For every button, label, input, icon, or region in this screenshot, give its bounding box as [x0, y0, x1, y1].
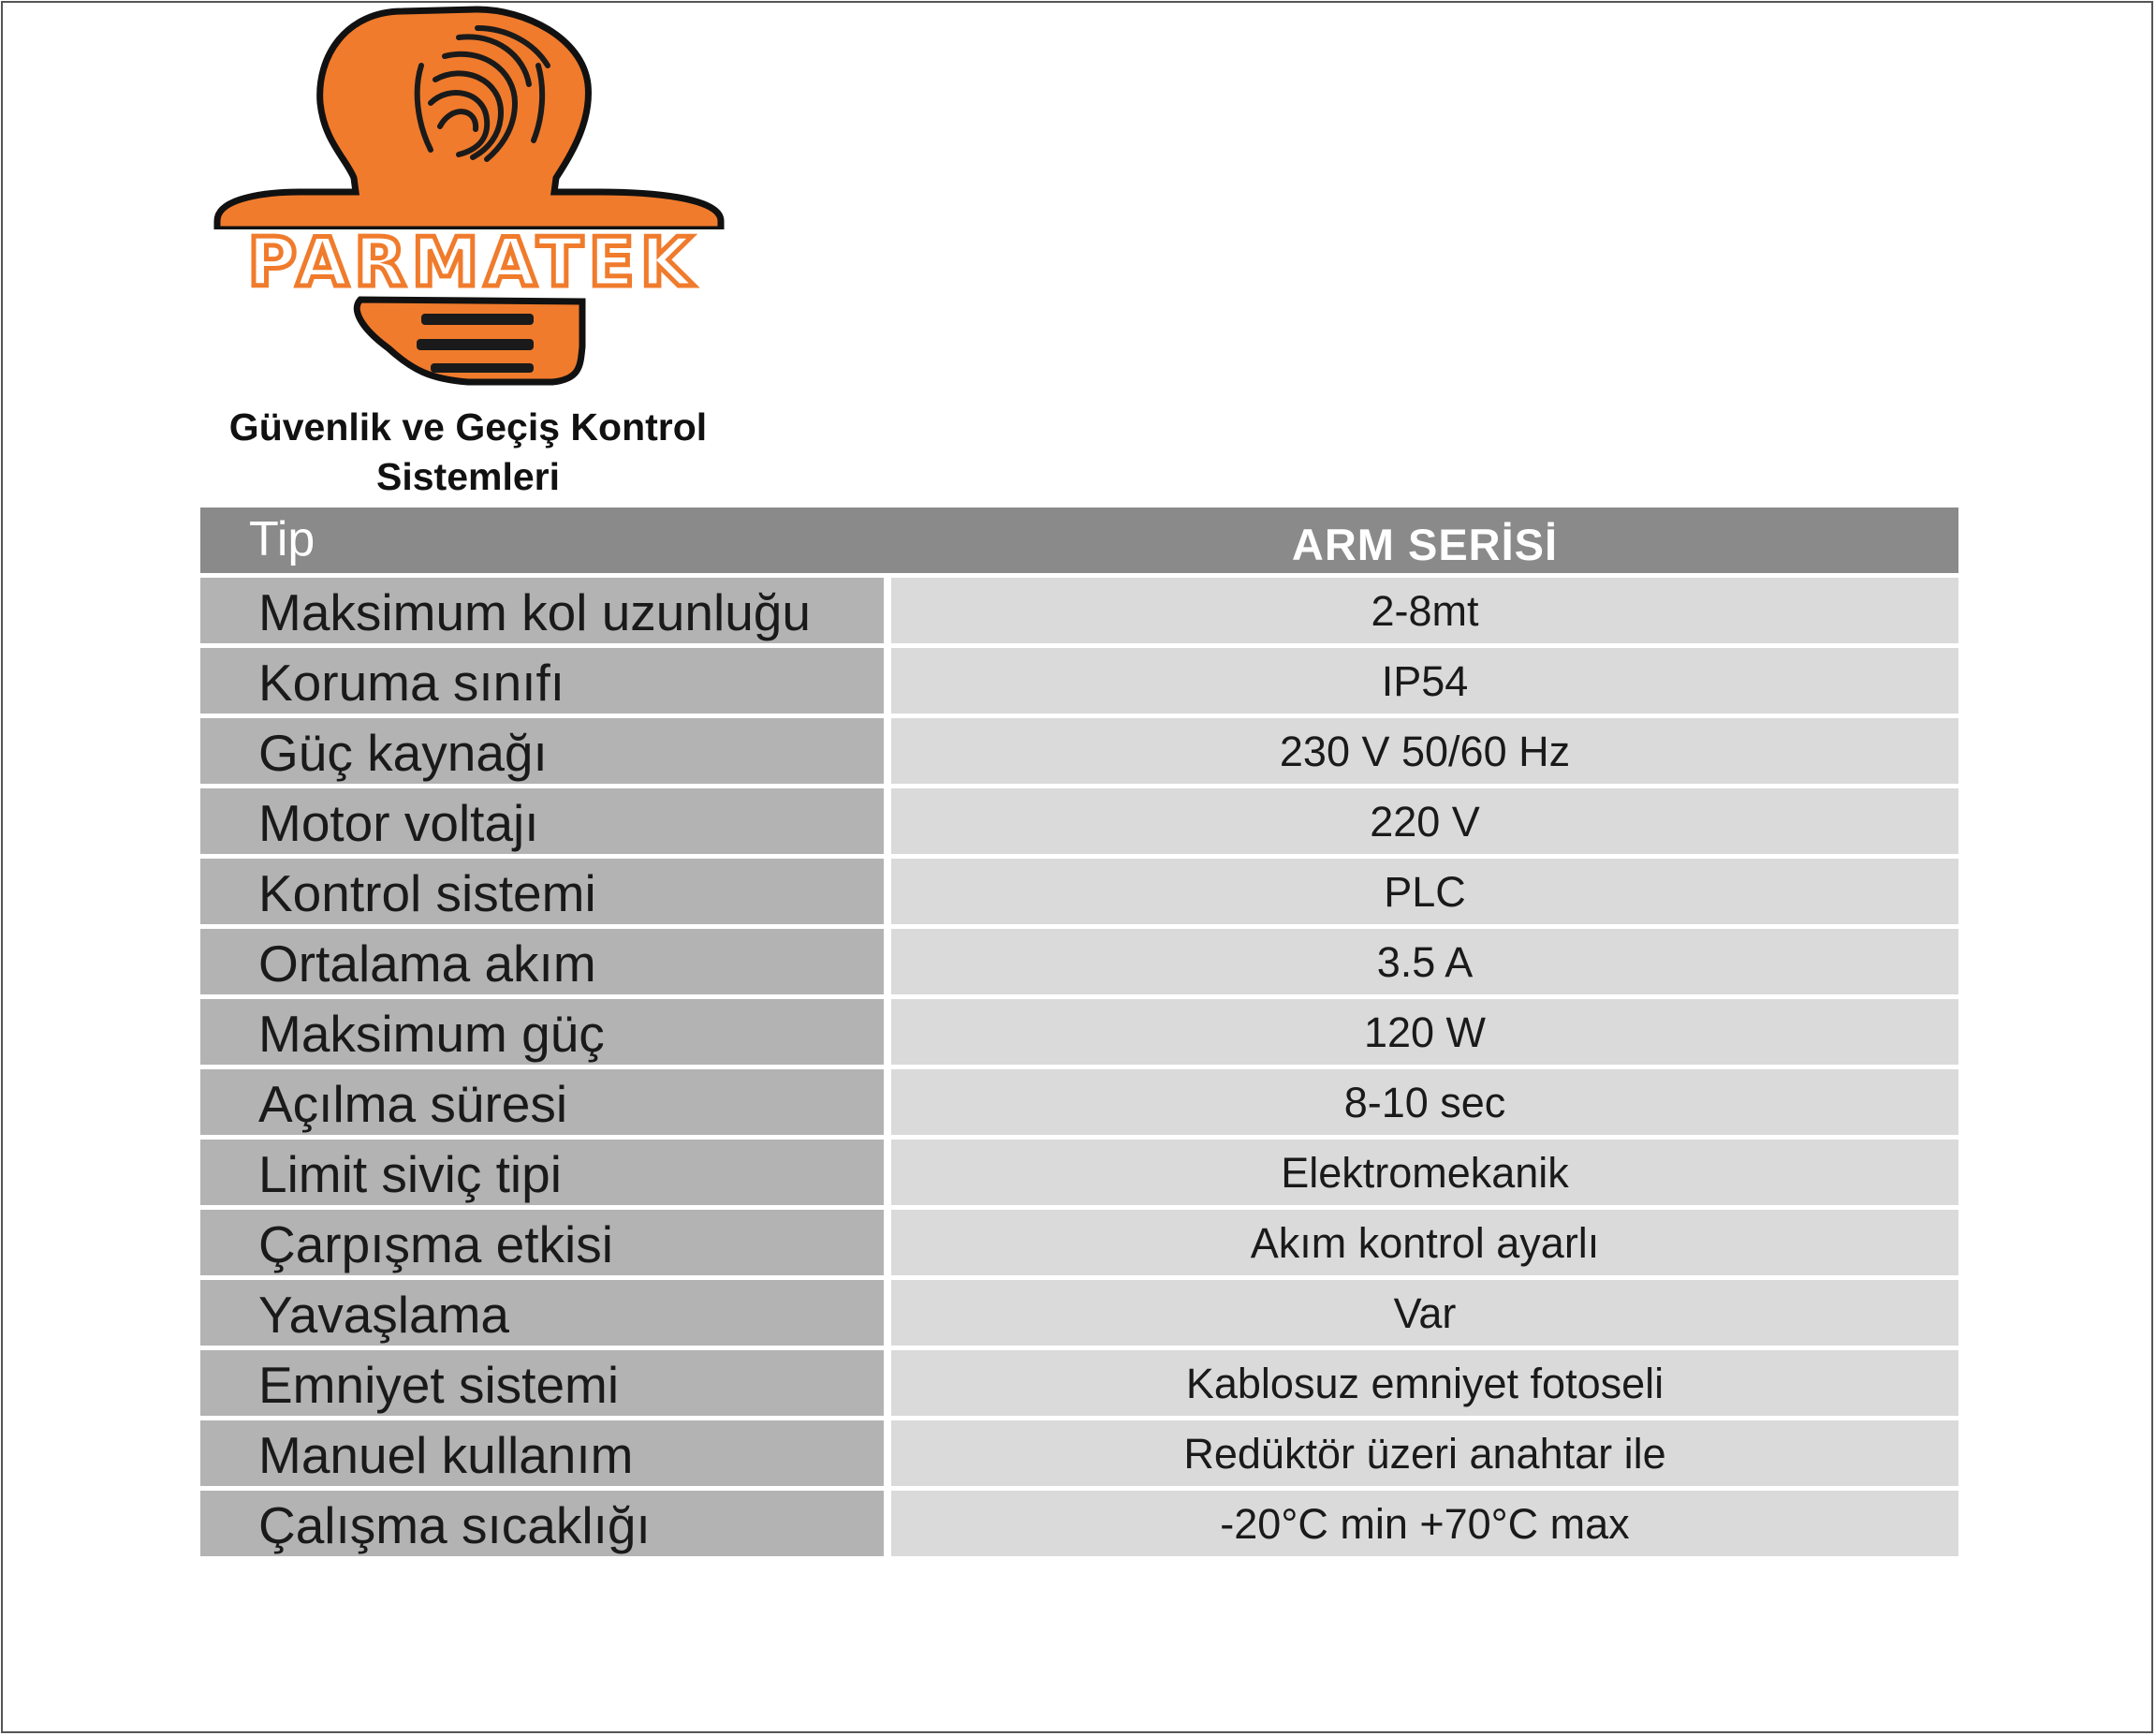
row-value: -20°C min +70°C max: [891, 1491, 1958, 1556]
row-label: Çalışma sıcaklığı: [200, 1491, 884, 1556]
row-value: Kablosuz emniyet fotoseli: [891, 1350, 1958, 1416]
row-label: Maksimum güç: [200, 999, 884, 1065]
row-value: 8-10 sec: [891, 1069, 1958, 1135]
row-label: Ortalama akım: [200, 929, 884, 994]
row-value: Redüktör üzeri anahtar ile: [891, 1420, 1958, 1486]
table-row: [200, 1210, 1958, 1275]
row-label: Güç kaynağı: [200, 718, 884, 784]
table-body: [200, 578, 1958, 1556]
row-label: Manuel kullanım: [200, 1420, 884, 1486]
row-value: Var: [891, 1280, 1958, 1346]
row-value: IP54: [891, 648, 1958, 714]
row-value: 2-8mt: [891, 578, 1958, 643]
tagline-line-1: Güvenlik ve Geçiş Kontrol: [228, 405, 708, 449]
table-row: [200, 1491, 1958, 1556]
row-value: 3.5 A: [891, 929, 1958, 994]
row-label: Koruma sınıfı: [200, 648, 884, 714]
row-value: 120 W: [891, 999, 1958, 1065]
table-header: [200, 508, 1958, 573]
table-row: [200, 859, 1958, 924]
row-value: Akım kontrol ayarlı: [891, 1210, 1958, 1275]
table-row: [200, 1350, 1958, 1416]
table-row: [200, 788, 1958, 854]
table-row: [200, 1140, 1958, 1205]
table-row: [200, 1420, 1958, 1486]
table-row: [200, 929, 1958, 994]
table-row: [200, 648, 1958, 714]
row-label: Maksimum kol uzunluğu: [200, 578, 884, 643]
row-label: Çarpışma etkisi: [200, 1210, 884, 1275]
row-value: 220 V: [891, 788, 1958, 854]
spec-table: [200, 508, 1958, 1561]
row-label: Yavaşlama: [200, 1280, 884, 1346]
company-tagline: [187, 403, 749, 502]
row-value: PLC: [891, 859, 1958, 924]
parmatek-logo: [206, 0, 740, 407]
row-label: Limit siviç tipi: [200, 1140, 884, 1205]
row-value: 230 V 50/60 Hz: [891, 718, 1958, 784]
row-label: Kontrol sistemi: [200, 859, 884, 924]
header-title: ARM SERİSİ: [1291, 520, 1559, 569]
table-row: [200, 1280, 1958, 1346]
row-label: Motor voltajı: [200, 788, 884, 854]
table-row: [200, 999, 1958, 1065]
row-label: Emniyet sistemi: [200, 1350, 884, 1416]
table-row: [200, 578, 1958, 643]
table-row: [200, 718, 1958, 784]
svg-text:PARMATEK: PARMATEK: [247, 223, 698, 302]
table-row: [200, 1069, 1958, 1135]
row-label: Açılma süresi: [200, 1069, 884, 1135]
header-label: Tip: [249, 512, 315, 566]
tagline-line-2: Sistemleri: [376, 455, 560, 498]
row-value: Elektromekanik: [891, 1140, 1958, 1205]
